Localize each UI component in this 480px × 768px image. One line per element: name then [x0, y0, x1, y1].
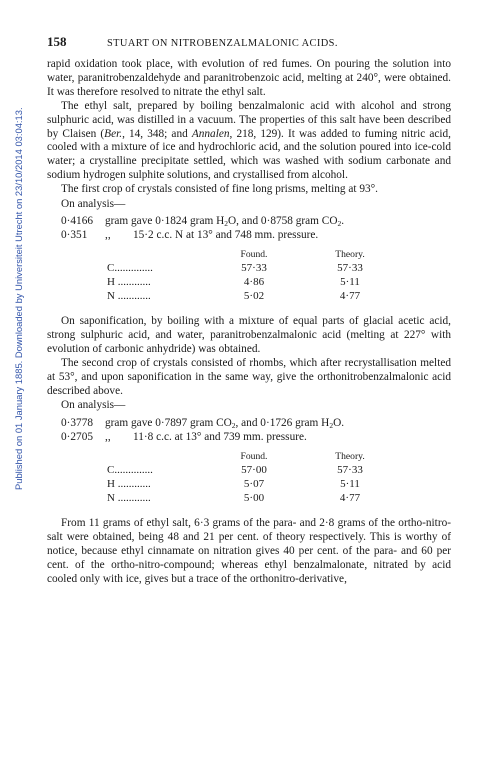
paragraph-ethyl-salt	[47, 100, 451, 183]
download-notice	[0, 60, 24, 490]
subscript: 2	[337, 218, 342, 228]
theory-value: 57·33	[337, 464, 363, 477]
element-label: N ............	[107, 289, 151, 302]
table-row	[47, 289, 451, 303]
subscript: 2	[329, 421, 334, 431]
analysis-result-a: 15·2 c.c. N at 13° and 748 mm. pressure.	[133, 228, 319, 241]
paragraph-oxidation: rapid oxidation took place, with evolution of red fumes. On pouring the solution into water, paranitrobenzaldehyde and paranitrobenzoic acid, melting at 240°, were obtained. It was therefore resolved to nitrate the ethyl salt.	[47, 58, 451, 98]
ethyl-salt-text-ref: , 14, 348; and	[122, 127, 192, 140]
table-row	[47, 491, 451, 505]
analysis-table-1	[47, 249, 451, 303]
analysis-line	[47, 228, 451, 242]
ethyl-salt-text-b: , 218, 129). It was added to fuming nitric acid, cooled with a mixture of ice and hydrochloric acid, and the solution poured into ice-cold water; a crystalline precipitate settled, which was washed with sodium carbonate and sodium hydrogen sulphite solutions, and crystallised from alcohol.	[47, 127, 451, 182]
theory-value: 4·77	[339, 289, 361, 302]
subscript: 2	[231, 421, 236, 431]
table-row	[47, 463, 451, 477]
sample-amount: 0·2705	[61, 431, 94, 444]
table-row	[47, 275, 451, 289]
ethyl-salt-text-a: The ethyl salt, prepared by boiling benzalmalonic acid with alcohol and strong sulphuric acid, was distilled in a vacuum. The properties of this salt have been described by Claisen (	[47, 99, 451, 140]
found-header: Found.	[240, 248, 268, 260]
analysis-result-a: 0·1824 gram H	[155, 214, 225, 227]
download-notice-text: Published on 01 January 1885. Downloaded by Universiteit Utrecht on 23/10/2014 03:04:13.	[13, 107, 24, 490]
ref-berichte: Ber.	[104, 127, 123, 140]
analysis-result-b: , and 0·1726 gram H	[235, 417, 330, 430]
analysis-result-a: 0·7897 gram CO	[155, 417, 232, 430]
ref-annalen: Annalen	[191, 127, 230, 140]
sample-amount: 0·351	[61, 228, 88, 241]
ditto-mark: ,,	[105, 228, 111, 241]
found-value: 5·00	[243, 492, 265, 505]
sample-amount: 0·3778	[61, 417, 94, 430]
ditto-mark: ,,	[105, 431, 111, 444]
page-body	[47, 34, 451, 587]
found-header: Found.	[240, 451, 268, 463]
paragraph-saponification: On saponification, by boiling with a mixture of equal parts of glacial acetic acid, strong sulphuric acid, and water, paranitrobenzalmalonic acid (melting at 227° with evolution of carbonic anhydride) was obtained.	[47, 314, 451, 355]
theory-header: Theory.	[335, 451, 365, 463]
theory-header: Theory.	[335, 248, 365, 260]
analysis-line	[47, 416, 451, 430]
paragraph-first-crop: The first crop of crystals consisted of fine long prisms, melting at 93°.	[61, 183, 379, 196]
element-label: C..............	[107, 261, 153, 274]
theory-value: 5·11	[340, 478, 360, 491]
table-header	[47, 249, 451, 261]
found-value: 5·02	[243, 289, 265, 302]
theory-value: 57·33	[337, 261, 363, 274]
page-number: 158	[47, 34, 67, 49]
element-label: C..............	[107, 464, 153, 477]
theory-value: 4·77	[339, 492, 361, 505]
paragraph-yields: From 11 grams of ethyl salt, 6·3 grams of the para- and 2·8 grams of the ortho-nitro-salt were obtained, being 48 and 21 per cent. of theory respectively. This is worthy of notice, because ethyl cinnamate on nitration gives 40 per cent. of the para- and 60 per cent. of the ortho-nitro-compound; whereas ethyl benzalmalonate, nitrated by acid cooled only with ice, gives but a trace of the orthonitro-derivative,	[47, 517, 451, 585]
analysis-table-2	[47, 451, 451, 505]
found-value: 57·00	[241, 464, 267, 477]
analysis-result-c: O.	[333, 417, 345, 430]
found-value: 4·86	[243, 275, 265, 288]
element-label: N ............	[107, 492, 151, 505]
found-value: 57·33	[241, 261, 267, 274]
table-header	[47, 451, 451, 463]
page-header	[47, 34, 451, 52]
table-row	[47, 261, 451, 275]
analysis-result-c: .	[341, 214, 345, 227]
theory-value: 5·11	[340, 275, 360, 288]
analysis-line	[47, 430, 451, 444]
paragraph-second-crop: The second crop of crystals consisted of rhombs, which after recrystallisation melted at 53°, and upon saponification in the same way, give the orthonitrobenzalmalonic acid described above.	[47, 356, 451, 397]
element-label: H ............	[107, 275, 151, 288]
analysis-word: gram gave	[105, 417, 153, 430]
analysis-word: gram gave	[105, 214, 153, 227]
analysis-label-2: On analysis—	[61, 399, 126, 412]
analysis-result-b: O, and 0·8758 gram CO	[227, 214, 338, 227]
table-row	[47, 477, 451, 491]
running-title: STUART ON NITROBENZALMALONIC ACIDS.	[107, 38, 338, 49]
found-value: 5·07	[243, 478, 265, 491]
analysis-result-a: 11·8 c.c. at 13° and 739 mm. pressure.	[133, 431, 307, 444]
analysis-label-1: On analysis—	[61, 198, 126, 211]
analysis-line	[47, 214, 451, 228]
subscript: 2	[224, 218, 228, 228]
element-label: H ............	[107, 478, 151, 491]
sample-amount: 0·4166	[61, 214, 94, 227]
